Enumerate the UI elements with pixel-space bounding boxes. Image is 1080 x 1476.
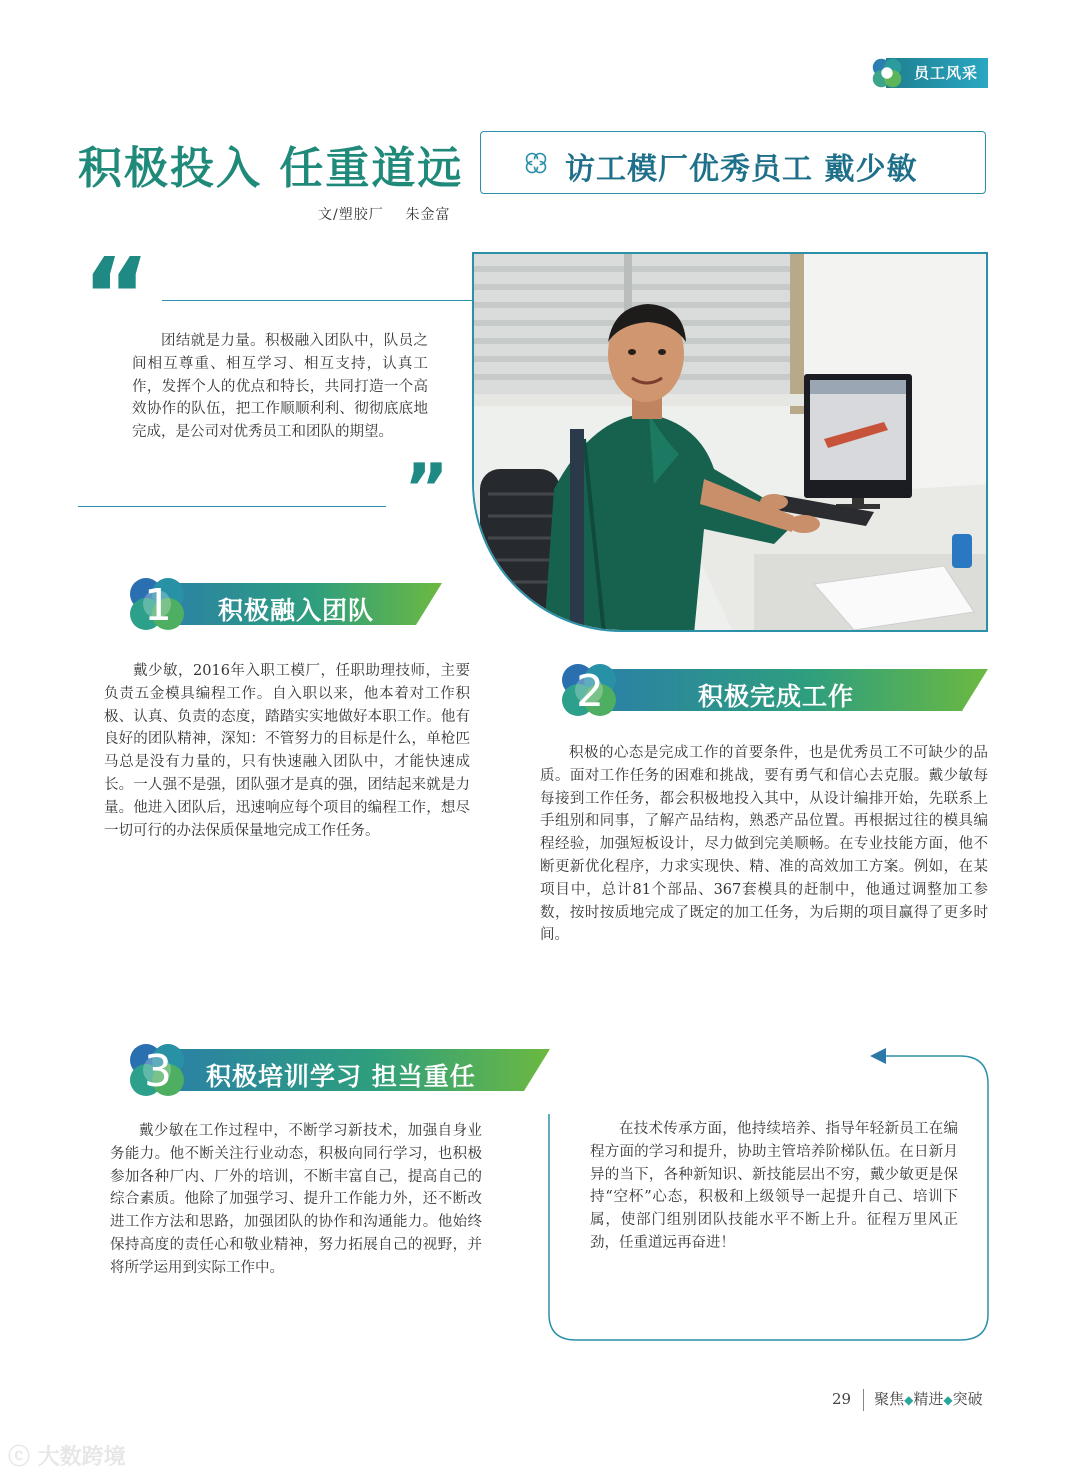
flower-icon [868,54,906,92]
slogan-part-1: 聚焦 [874,1390,905,1408]
footer-separator [863,1389,864,1411]
slogan-part-2: 精进 [913,1390,944,1408]
flower-outline-icon [523,150,549,176]
section-2-number: 2 [576,666,604,717]
section-1-title: 积极融入团队 [218,596,375,625]
section-3-body: 戴少敏在工作过程中，不断学习新技术，加强自身业务能力。他不断关注行业动态，积极向同行学习，也积极参加各种厂内、厂外的培训，不断丰富自己，提高自己的综合素质。他除了加强学习、提升工作能力外，还不断改进工作方法和思路，加强团队的协作和沟通能力。他始终保持高度的责任心和敬业精神，努力拓展自己的视野，并将所学运用到实际工作中。 [110,1123,482,1276]
employee-photo [472,252,988,632]
page-title: 积极投入 任重道远 [78,143,464,194]
tag-label: 员工风采 [914,64,979,82]
section-1-body: 戴少敏，2016年入职工模厂，任职助理技师，主要负责五金模具编程工作。自入职以来，他本着对工作积极、认真、负责的态度，踏踏实实地做好本职工作。他有良好的团队精神，深知：不管努力的目标是什么，单枪匹马总是没有力量的，只有快速融入团队中，才能快速成长。一人强不是强，团队强才是真的强，团结起来就是力量。他进入团队后，迅速响应每个项目的编程工作，想尽一切可行的办法保质保量地完成工作任务。 [104,663,470,839]
page-number: 29 [832,1390,852,1408]
subtitle: 访工模厂优秀员工 戴少敏 [565,152,918,187]
quote-divider-top [162,300,472,301]
diamond-icon: ◆ [904,1393,914,1407]
section-3-number: 3 [144,1046,172,1097]
subtitle-box [480,131,986,194]
photo-illustration [474,254,988,632]
intro-quote: 团结就是力量。积极融入团队中，队员之间相互尊重、相互学习、相互支持，认真工作，发挥个人的优点和特长，共同打造一个高效协作的队伍，把工作顺顺利利、彻彻底底地完成，是公司对优秀员工和团队的期望。 [132,333,428,441]
section-1-header [124,580,442,631]
quote-divider-bottom [78,506,386,507]
watermark-text: 大数跨境 [37,1445,126,1470]
open-quote-icon: “ [82,235,151,357]
section-2-title: 积极完成工作 [698,682,855,711]
diamond-icon: ◆ [943,1393,953,1407]
byline: 文/塑胶厂 朱金富 [318,207,451,223]
page-footer [832,1388,983,1411]
section-2-header [556,666,988,717]
section-2-body: 积极的心态是完成工作的首要条件，也是优秀员工不可缺少的品质。面对工作任务的困难和挑战，要有勇气和信心去克服。戴少敏每每接到工作任务，都会积极地投入其中，从设计编排开始，先联系上手组别和同事，了解产品结构，熟悉产品位置。再根据过往的模具编程经验，加强短板设计，尽力做到完美顺畅。在专业技能方面，他不断更新优化程序，力求实现快、精、准的高效加工方案。例如，在某项目中，总计81个部品、367套模具的赶制中，他通过调整加工参数，按时按质地完成了既定的加工任务，为后期的项目赢得了更多时间。 [540,745,988,944]
slogan-part-3: 突破 [952,1390,983,1408]
callout-text: 在技术传承方面，他持续培养、指导年轻新员工在编程方面的学习和提升，协助主管培养阶梯队伍。在日新月异的当下，各种新知识、新技能层出不穷，戴少敏更是保持“空杯”心态，积极和上级领导一起提升自己、培训下属，使部门组别团队技能水平不断上升。征程万里风正劲，任重道远再奋进！ [590,1121,958,1251]
section-1-number: 1 [144,580,172,631]
close-quote-icon: ” [404,450,449,529]
section-3-title: 积极培训学习 担当重任 [206,1062,476,1091]
section-tag [868,52,988,92]
watermark [8,1440,126,1471]
section-3-header [124,1046,550,1097]
watermark-logo-icon: ⓒ [8,1445,38,1470]
